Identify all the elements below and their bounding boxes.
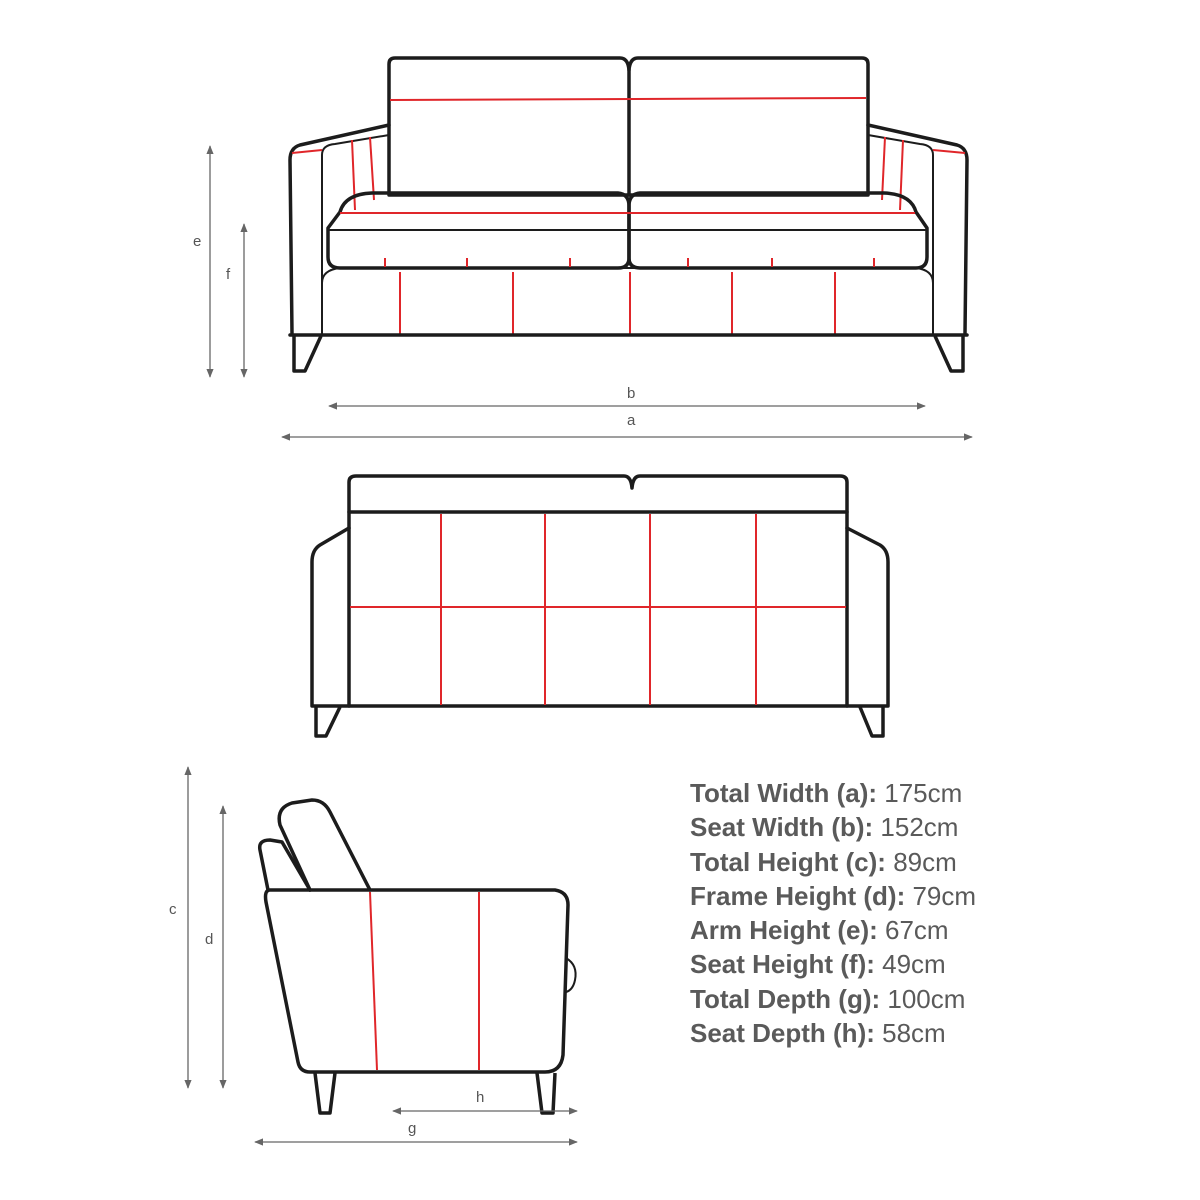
side-back-cushion-rear	[260, 840, 310, 890]
back-left-arm	[312, 528, 349, 706]
back-right-arm	[847, 528, 888, 706]
spec-seat-width: Seat Width (b): 152cm	[690, 812, 959, 843]
spec-total-height: Total Height (c): 89cm	[690, 846, 957, 877]
dimension-label-f: f	[226, 266, 231, 283]
spec-seat-depth: Seat Depth (h): 58cm	[690, 1018, 946, 1049]
dimension-label-b: b	[627, 385, 636, 402]
dimension-label-e: e	[193, 233, 202, 250]
side-back-cushion-front	[279, 800, 370, 890]
back-top-cushion	[349, 476, 847, 512]
back-leg-left	[316, 707, 340, 736]
sofa-front-view	[290, 58, 967, 371]
back-leg-right	[860, 707, 883, 736]
back-cushion-right	[629, 58, 868, 195]
spec-total-width: Total Width (a): 175cm	[690, 778, 963, 808]
side-leg-front	[537, 1073, 555, 1113]
spec-total-depth: Total Depth (g): 100cm	[690, 983, 966, 1014]
dimension-label-a: a	[627, 412, 636, 429]
front-view-dimensions	[193, 146, 972, 437]
front-leg-left	[294, 336, 321, 371]
side-leg-rear	[315, 1073, 335, 1113]
dimension-label-d: d	[205, 931, 214, 948]
side-body	[266, 890, 569, 1072]
sofa-side-view	[260, 800, 576, 1113]
dimension-label-g: g	[408, 1120, 417, 1137]
dimension-label-h: h	[476, 1089, 485, 1106]
spec-frame-height: Frame Height (d): 79cm	[690, 880, 977, 911]
spec-seat-height: Seat Height (f): 49cm	[690, 949, 946, 980]
sofa-back-view	[312, 476, 888, 736]
back-cushion-left	[389, 58, 629, 195]
dimension-spec-list	[690, 776, 976, 1050]
spec-arm-height: Arm Height (e): 67cm	[690, 915, 949, 946]
back-panel	[349, 512, 847, 706]
dimension-label-c: c	[169, 901, 177, 918]
front-leg-right	[935, 336, 963, 371]
